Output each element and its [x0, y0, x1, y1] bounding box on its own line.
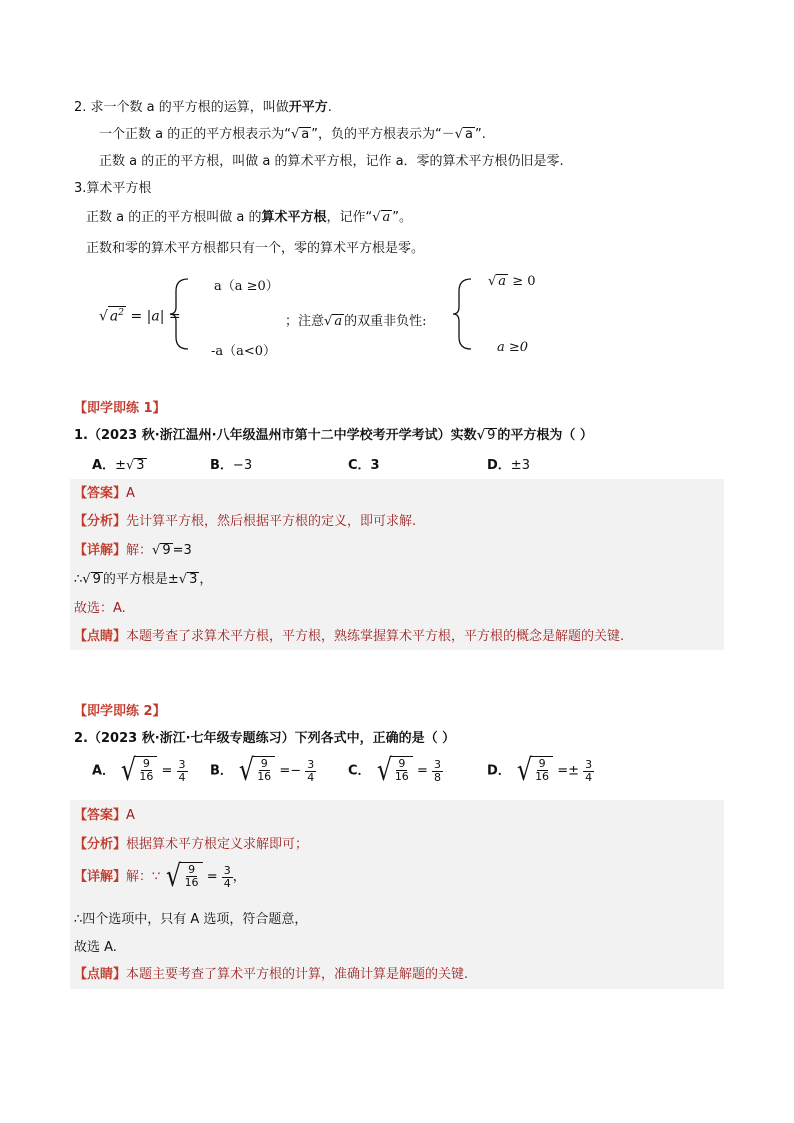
exercise1-option-d[interactable]: D．±3: [487, 458, 530, 473]
theory-item2-line: 2. 求一个数 a 的平方根的运算，叫做开平方.: [74, 100, 332, 115]
exercise2-therefore: ∴四个选项中，只有 A 选项，符合题意，: [74, 912, 308, 927]
exercise2-solution-panel: [70, 800, 724, 989]
left-brace-icon: [168, 277, 190, 351]
exercise2-choose: 故选 A.: [74, 940, 117, 955]
exercise1-analysis: 【分析】先计算平方根，然后根据平方根的定义，即可求解.: [74, 514, 417, 529]
exercise1-option-c[interactable]: C．3: [348, 458, 380, 473]
term-suanshupingfanggen: 算术平方根: [261, 210, 327, 225]
exercise2-comment: 【点睛】本题主要考查了算术平方根的计算，准确计算是解题的关键.: [74, 967, 469, 982]
exercise1-choose: 故选：A.: [74, 601, 126, 616]
exercise2-detail: 【详解】解：∵ √ $\frac{9}{16}$ = $\frac{3}{4}$ ，: [74, 859, 246, 894]
radical-icon: √: [125, 458, 135, 473]
radical-icon: √: [324, 314, 333, 329]
exercise1-comment: 【点睛】本题考查了求算术平方根，平方根，熟练掌握算术平方根，平方根的概念是解题的关键.: [74, 629, 625, 644]
theory-item2-notation: 一个正数 a 的正的平方根表示为“√ a ”，负的平方根表示为“－√ a ”.: [99, 127, 486, 142]
exercise1-option-b[interactable]: B．−3: [210, 458, 253, 473]
exercise1-therefore: ∴√ 9 的平方根是±√ 3 ，: [74, 572, 213, 587]
theory-item3-heading: 3.算术平方根: [74, 181, 152, 196]
radical-icon: √: [488, 274, 497, 289]
radical-icon: √: [372, 210, 381, 225]
right-condition-brace-icon: [451, 277, 473, 351]
exercise2-answer: 【答案】A: [74, 808, 135, 823]
exercise1-title: 【即学即练 1】: [74, 401, 166, 416]
radical-icon: √: [476, 428, 486, 443]
condition-a-nonneg: a ≥0: [497, 340, 529, 355]
exercise2-question: 2.（2023 秋·浙江·七年级专题练习）下列各式中，正确的是（ ）: [74, 731, 456, 746]
radical-icon: √: [121, 753, 137, 788]
exercise2-option-b[interactable]: B． √ $\frac{9}{16}$ =− $\frac{3}{4}$: [210, 753, 315, 788]
exercise2-title: 【即学即练 2】: [74, 704, 166, 719]
radical-icon: √: [290, 127, 300, 142]
radical-icon: √: [166, 859, 182, 894]
formula-lhs: √ $a^2 = |a|$ =: [99, 308, 181, 325]
theory-item3-note: 正数和零的算术平方根都只有一个，零的算术平方根是零。: [86, 241, 425, 256]
radical-icon: √: [376, 753, 392, 788]
condition-sqrt-nonneg: √ a ≥ 0: [488, 274, 536, 289]
radical-icon: √: [178, 572, 188, 587]
theory-item2-definition: 正数 a 的正的平方根，叫做 a 的算术平方根，记作 a．零的算术平方根仍旧是零.: [99, 154, 564, 169]
exercise1-option-a[interactable]: A．±√ 3: [92, 458, 145, 473]
radical-icon: √: [238, 753, 255, 788]
radical-icon: √: [454, 127, 464, 142]
exercise2-option-d[interactable]: D． √ $\frac{9}{16}$ =± $\frac{3}{4}$: [487, 753, 593, 788]
radical-icon: √: [152, 543, 161, 558]
formula-case-nonneg: a（a ≥0）: [214, 279, 279, 294]
exercise2-option-c[interactable]: C． √ $\frac{9}{16}$ = $\frac{3}{8}$: [348, 753, 441, 788]
radical-icon: √: [516, 753, 533, 788]
exercise2-option-a[interactable]: A． √ $\frac{9}{16}$ = $\frac{3}{4}$: [92, 753, 186, 788]
exercise2-analysis: 【分析】根据算术平方根定义求解即可；: [74, 837, 309, 852]
formula-case-neg: -a（a<0）: [211, 344, 277, 359]
formula-note: ；注意√ a 的双重非负性:: [285, 314, 427, 329]
exercise1-question: 1.（2023 秋·浙江温州·八年级温州市第十二中学校考开学考试）实数√ 9 的平方根为（ ）: [74, 428, 593, 443]
exercise1-detail: 【详解】解：√ 9 =3: [74, 543, 192, 558]
theory-item3-definition: 正数 a 的正的平方根叫做 a 的算术平方根，记作“√ a ”。: [86, 210, 413, 225]
exercise1-answer: 【答案】A: [74, 486, 135, 501]
term-kaipingfang: 开平方: [288, 100, 328, 115]
radical-icon: √: [99, 308, 108, 325]
radical-icon: √: [82, 572, 91, 587]
